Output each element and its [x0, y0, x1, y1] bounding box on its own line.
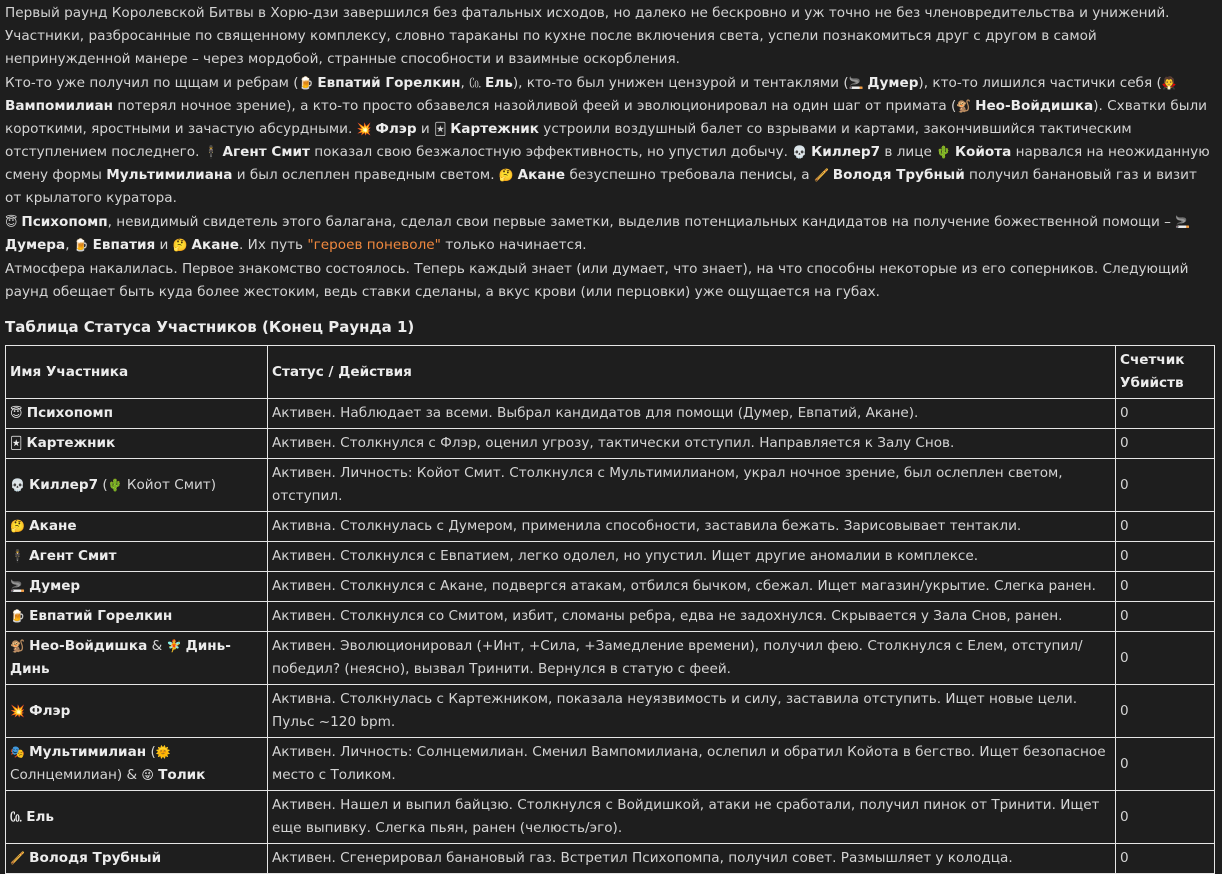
status-cell: Активен. Личность: Солнцемилиан. Сменил Вампомилиана, ослепил и обратил Койота в бегство. Ищет безопасное место с Толиком.	[268, 738, 1116, 791]
status-table	[5, 345, 1215, 874]
text-run: Динь-Динь	[10, 638, 231, 677]
emoji-icon: 🍺	[10, 609, 30, 623]
plain-text: (	[146, 744, 156, 760]
emoji-icon: 😇	[5, 215, 22, 229]
text-run: Евпатий Горелкин	[29, 608, 173, 624]
text-run: ), кто-то был унижен цензурой и тентаклями (	[512, 75, 849, 91]
emoji-icon: 🚬	[10, 579, 30, 593]
header-kills: Счетчик Убийств	[1116, 346, 1215, 399]
table-body	[6, 399, 1215, 874]
emoji-icon: 🪈	[10, 851, 30, 865]
bold-name: Володя Трубный	[832, 167, 965, 183]
kill-count-cell: 0	[1116, 602, 1215, 632]
emoji-icon: 🤔	[172, 238, 192, 252]
highlight-text: "героев поневоле"	[307, 237, 441, 253]
table-row	[6, 632, 1215, 685]
kill-count-cell: 0	[1116, 572, 1215, 602]
emoji-icon: 🐒	[956, 99, 976, 113]
text-run: только начинается.	[440, 237, 587, 253]
text-run: Ель	[26, 808, 55, 825]
emoji-icon: 💥	[356, 122, 376, 136]
text-run: Мультимилиан	[29, 744, 147, 760]
kill-count-cell: 0	[1116, 844, 1215, 874]
bold-name: Акане	[191, 237, 240, 253]
table-row	[6, 791, 1215, 844]
text-run: потерял ночное зрение), а кто-то просто обзавелся назойливой феей и эволюционировал на один шаг от примата (	[113, 98, 957, 114]
emoji-icon: 💀	[792, 145, 812, 159]
status-cell: Активен. Столкнулся с Евпатием, легко одолел, но упустил. Ищет другие аномалии в комплексе.	[268, 542, 1116, 572]
emoji-icon: ㏇	[10, 809, 27, 824]
text-run: Нео-Войдишка	[29, 638, 148, 654]
emoji-icon: 🕴	[10, 549, 30, 563]
text-run: устроили воздушный балет со взрывами и картами, закончившийся тактическим отступлением последнего.	[5, 121, 1132, 160]
emoji-icon: 🧛	[1161, 76, 1177, 90]
participant-name-cell	[6, 844, 268, 874]
plain-text: (	[98, 476, 108, 493]
text-run: ,	[65, 237, 74, 253]
bold-name: Койота	[954, 144, 1012, 160]
table-title: Таблица Статуса Участников (Конец Раунда 1)	[5, 318, 415, 336]
kill-count-cell: 0	[1116, 738, 1215, 791]
bold-name: Психопомп	[21, 214, 108, 230]
text-run: ,	[460, 75, 470, 91]
emoji-icon: 🌵	[936, 145, 955, 159]
participant-name-cell	[6, 738, 268, 791]
table-header-row	[6, 346, 1215, 399]
emoji-icon: 😜	[141, 768, 159, 782]
text-run: и	[416, 121, 435, 137]
text-run: безуспешно требовала пенисы, а	[565, 167, 814, 183]
emoji-icon: 🚬	[1175, 215, 1191, 229]
kill-count-cell: 0	[1116, 632, 1215, 685]
kill-count-cell: 0	[1116, 399, 1215, 429]
status-cell: Активна. Столкнулась с Думером, применила способности, заставила бежать. Зарисовывает тентакли.	[268, 512, 1116, 542]
plain-text: &	[147, 638, 167, 654]
table-row	[6, 738, 1215, 791]
text-run: и	[155, 237, 173, 253]
kill-count-cell: 0	[1116, 459, 1215, 512]
emoji-icon: 🃏	[434, 122, 451, 136]
status-cell: Активен. Наблюдает за всеми. Выбрал кандидатов для помощи (Думер, Евпатий, Акане).	[268, 399, 1116, 429]
bold-name: Акане	[517, 167, 566, 183]
bold-name: Агент Смит	[222, 144, 310, 160]
emoji-icon: 🌵	[107, 477, 127, 492]
bold-name: Евпатия	[92, 237, 156, 253]
bold-name: Вампомилиан	[5, 98, 114, 114]
text-run: Думер	[29, 578, 81, 594]
bold-name: Евпатий Горелкин	[317, 75, 461, 91]
emoji-icon: 💀	[10, 477, 30, 492]
text-run: Киллер7	[29, 476, 99, 493]
text-run: и был ослеплен праведным светом.	[232, 167, 499, 183]
participant-name-cell	[6, 685, 268, 738]
table-row	[6, 542, 1215, 572]
table-row	[6, 512, 1215, 542]
header-status: Статус / Действия	[268, 346, 1116, 399]
kill-count-cell: 0	[1116, 429, 1215, 459]
table-row	[6, 602, 1215, 632]
table-row	[6, 572, 1215, 602]
text-run: нарвался на неожиданную смену формы	[5, 144, 1210, 183]
kill-count-cell: 0	[1116, 512, 1215, 542]
table-row	[6, 429, 1215, 459]
plain-text: Солнцемилиан) &	[10, 767, 142, 783]
participant-name-cell	[6, 572, 268, 602]
bold-name: Думера	[5, 237, 66, 253]
emoji-icon: ㏇	[469, 76, 485, 90]
participant-name-cell	[6, 791, 268, 844]
participant-name-cell	[6, 542, 268, 572]
emoji-icon: 🚬	[848, 76, 868, 90]
emoji-icon: 🤔	[10, 519, 30, 533]
participant-name-cell	[6, 602, 268, 632]
bold-name: Думер	[867, 75, 919, 91]
emoji-icon: 🤔	[498, 168, 518, 182]
status-cell: Активен. Личность: Койот Смит. Столкнулся с Мультимилианом, украл ночное зрение, был ослеплен светом, отступил.	[268, 459, 1116, 512]
status-cell: Активен. Сгенерировал банановый газ. Встретил Психопомпа, получил совет. Размышляет у колодца.	[268, 844, 1116, 874]
kill-count-cell: 0	[1116, 791, 1215, 844]
emoji-icon: 💥	[10, 703, 30, 718]
participant-name-cell	[6, 399, 268, 429]
emoji-icon: 🎭	[10, 745, 30, 759]
status-cell: Активен. Эволюционировал (+Инт, +Сила, +Замедление времени), получил фею. Столкнулся с Елем, отступил/победил? (неясно), вызвал Тринити. Вернулся в статую с феей.	[268, 632, 1116, 685]
table-row	[6, 399, 1215, 429]
text-run: показал свою безжалостную эффективность, но упустил добычу.	[309, 144, 793, 160]
text-run: Агент Смит	[29, 548, 117, 564]
status-cell: Активен. Нашел и выпил байцзю. Столкнулся с Войдишкой, атаки не сработали, получил пинок от Тринити. Ищет еще выпивку. Слегка пьян, ранен (челюсть/эго).	[268, 791, 1116, 844]
participant-name-cell	[6, 632, 268, 685]
status-cell: Активна. Столкнулась с Картежником, показала неуязвимость и силу, заставила отступить. Ищет новые цели. Пульс ~120 bpm.	[268, 685, 1116, 738]
text-run: Флэр	[29, 702, 71, 719]
intro-paragraph-3	[5, 211, 1217, 257]
kill-count-cell: 0	[1116, 542, 1215, 572]
text-run: Картежник	[26, 435, 116, 451]
status-cell: Активен. Столкнулся с Флэр, оценил угрозу, тактически отступил. Направляется к Залу Снов.	[268, 429, 1116, 459]
text-run: Толик	[158, 767, 206, 783]
text-run: Володя Трубный	[29, 850, 162, 866]
text-run: . Их путь	[239, 237, 308, 253]
plain-text: Койот Смит)	[126, 476, 217, 493]
text-run: ), кто-то лишился частички себя (	[918, 75, 1162, 91]
text-run: Акане	[29, 518, 77, 534]
bold-name: Ель	[484, 75, 513, 91]
status-cell: Активен. Столкнулся со Смитом, избит, сломаны ребра, едва не задохнулся. Скрывается у Зала Снов, ранен.	[268, 602, 1116, 632]
kill-count-cell: 0	[1116, 685, 1215, 738]
emoji-icon: 🍺	[298, 76, 318, 90]
header-name: Имя Участника	[6, 346, 268, 399]
intro-paragraph-2	[5, 72, 1217, 210]
status-cell: Активен. Столкнулся с Акане, подвергся атакам, отбился бычком, сбежал. Ищет магазин/укрытие. Слегка ранен.	[268, 572, 1116, 602]
emoji-icon: 🧚	[166, 639, 186, 653]
bold-name: Мультимилиана	[106, 167, 233, 183]
intro-paragraph-1: Первый раунд Королевской Битвы в Хорю-дзи завершился без фатальных исходов, но далеко не бескровно и уж точно не без членовредительства и унижений. Участники, разбросанные по священному комплексу, словно тараканы по кухне после включения света, успели познакомиться друг с другом в самой непринужденной манере – через мордобой, странные способности и взаимные оскорбления.	[5, 5, 1170, 67]
participant-name-cell	[6, 459, 268, 512]
intro-paragraph-4: Атмосфера накалилась. Первое знакомство состоялось. Теперь каждый знает (или думает, что знает), на что способны некоторые из его соперников. Следующий раунд обещает быть куда более жестоким, ведь ставки сделаны, а вкус крови (или перцовки) уже ощущается на губах.	[5, 261, 1189, 300]
participant-name-cell	[6, 429, 268, 459]
bold-name: Нео-Войдишка	[975, 98, 1094, 114]
emoji-icon: 🪈	[813, 168, 833, 182]
text-run: Кто-то уже получил по щщам и ребрам (	[5, 75, 299, 91]
emoji-icon: 🃏	[10, 436, 27, 450]
bold-name: Киллер7	[811, 144, 881, 160]
emoji-icon: 🌞	[155, 745, 171, 759]
table-row	[6, 459, 1215, 512]
table-row	[6, 844, 1215, 874]
text-run: ). Схватки были короткими, яростными и зачастую абсурдными.	[5, 98, 1207, 137]
emoji-icon: 🕴	[203, 145, 223, 159]
text-run: получил банановый газ и визит от крылатого куратора.	[5, 167, 1197, 206]
participant-name-cell	[6, 512, 268, 542]
emoji-icon: 😇	[10, 406, 27, 420]
bold-name: Картежник	[450, 121, 539, 137]
text-run: Психопомп	[26, 405, 113, 421]
table-row	[6, 685, 1215, 738]
emoji-icon: 🐒	[10, 639, 30, 653]
text-run: в лице	[880, 144, 937, 160]
bold-name: Флэр	[375, 121, 417, 137]
text-run: , невидимый свидетель этого балагана, сделал свои первые заметки, выделив потенциальных кандидатов на получение божественной помощи –	[107, 214, 1176, 230]
emoji-icon: 🍺	[73, 238, 93, 252]
